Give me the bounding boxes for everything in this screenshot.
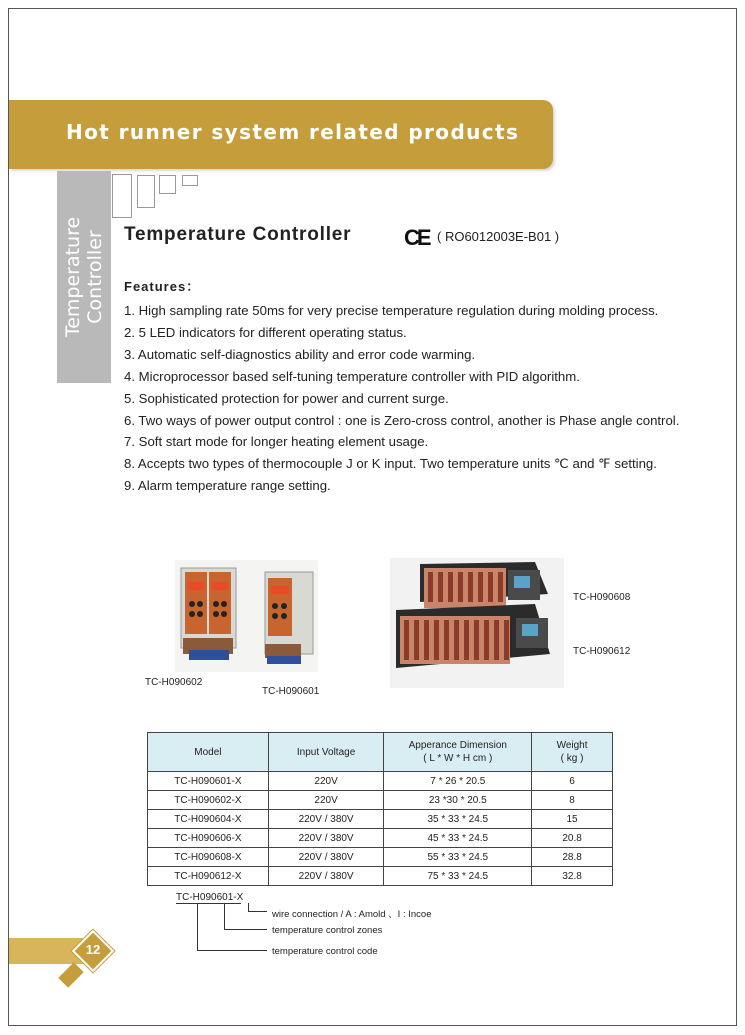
legend-wire-connection: wire connection / A : Amold 、I : Incoe (272, 909, 432, 920)
cell-voltage: 220V / 380V (268, 810, 384, 829)
side-tab-line2: Controller (84, 230, 106, 324)
table-row (148, 848, 613, 867)
header-dimension: Apperance Dimension ( L * W * H cm ) (384, 733, 532, 772)
bracket-line (224, 929, 267, 930)
ce-mark: CE (404, 225, 429, 250)
cell-weight: 28.8 (532, 848, 613, 867)
bracket-line (197, 950, 267, 951)
cert-code: ( RO6012003E-B01 ) (437, 229, 560, 244)
deco-rect-1 (112, 174, 132, 218)
features-heading: Features： (124, 279, 201, 294)
cell-dimension: 75 * 33 * 24.5 (384, 867, 532, 886)
banner-title: Hot runner system related products (66, 120, 520, 144)
deco-rect-3 (159, 175, 176, 194)
legend-control-code: temperature control code (272, 946, 378, 957)
cell-dimension: 35 * 33 * 24.5 (384, 810, 532, 829)
cell-weight: 20.8 (532, 829, 613, 848)
cell-dimension: 7 * 26 * 20.5 (384, 772, 532, 791)
deco-rect-2 (137, 175, 155, 208)
deco-rect-4 (182, 175, 198, 186)
cell-dimension: 45 * 33 * 24.5 (384, 829, 532, 848)
legend-control-zones: temperature control zones (272, 925, 383, 936)
table-row (148, 810, 613, 829)
side-tab-line1: Temperature (62, 216, 84, 338)
caption-tc-h090608: TC-H090608 (573, 592, 631, 603)
feature-item: 8. Accepts two types of thermocouple J or K input. Two temperature units ℃ and ℉ setting. (124, 456, 657, 472)
feature-item: 6. Two ways of power output control : one is Zero-cross control, another is Phase angle control. (124, 412, 680, 428)
feature-item: 7. Soft start mode for longer heating element usage. (124, 434, 429, 450)
cell-model: TC-H090601-X (148, 772, 269, 791)
bracket-line (176, 903, 241, 904)
spec-table (147, 732, 613, 886)
table-header-row (148, 733, 613, 772)
cell-voltage: 220V (268, 791, 384, 810)
page-number: 12 (85, 942, 101, 957)
features-list (124, 300, 679, 497)
cell-weight: 6 (532, 772, 613, 791)
side-tab-text (62, 217, 106, 337)
table-row (148, 867, 613, 886)
side-tab (57, 171, 111, 383)
cell-model: TC-H090606-X (148, 829, 269, 848)
section-banner (9, 100, 553, 169)
cell-voltage: 220V (268, 772, 384, 791)
model-code-example: TC-H090601-X (176, 892, 244, 903)
cell-model: TC-H090604-X (148, 810, 269, 829)
feature-item: 4. Microprocessor based self-tuning temperature controller with PID algorithm. (124, 368, 580, 384)
table-row (148, 829, 613, 848)
feature-item: 9. Alarm temperature range setting. (124, 478, 331, 494)
cell-voltage: 220V / 380V (268, 848, 384, 867)
bracket-line (197, 903, 198, 951)
feature-item: 2. 5 LED indicators for different operating status. (124, 324, 407, 340)
caption-tc-h090601: TC-H090601 (262, 686, 320, 697)
controller-photo-large (390, 558, 564, 688)
controller-photo-small (175, 560, 318, 672)
feature-item: 1. High sampling rate 50ms for very precise temperature regulation during molding process. (124, 303, 659, 318)
cell-weight: 32.8 (532, 867, 613, 886)
cell-weight: 15 (532, 810, 613, 829)
header-input-voltage: Input Voltage (268, 733, 384, 772)
cell-voltage: 220V / 380V (268, 829, 384, 848)
bracket-line (224, 903, 225, 930)
table-row (148, 772, 613, 791)
cell-voltage: 220V / 380V (268, 867, 384, 886)
table-row (148, 791, 613, 810)
feature-item: 3. Automatic self-diagnostics ability and error code warming. (124, 346, 476, 362)
cell-dimension: 23 *30 * 20.5 (384, 791, 532, 810)
caption-tc-h090602: TC-H090602 (145, 677, 203, 688)
cell-dimension: 55 * 33 * 24.5 (384, 848, 532, 867)
cell-model: TC-H090612-X (148, 867, 269, 886)
header-weight: Weight ( kg ) (532, 733, 613, 772)
product-title: Temperature Controller (124, 224, 352, 245)
cell-weight: 8 (532, 791, 613, 810)
bracket-line (248, 911, 267, 912)
header-model: Model (148, 733, 269, 772)
caption-tc-h090612: TC-H090612 (573, 646, 631, 657)
feature-item: 5. Sophisticated protection for power and current surge. (124, 390, 449, 406)
cell-model: TC-H090602-X (148, 791, 269, 810)
cell-model: TC-H090608-X (148, 848, 269, 867)
